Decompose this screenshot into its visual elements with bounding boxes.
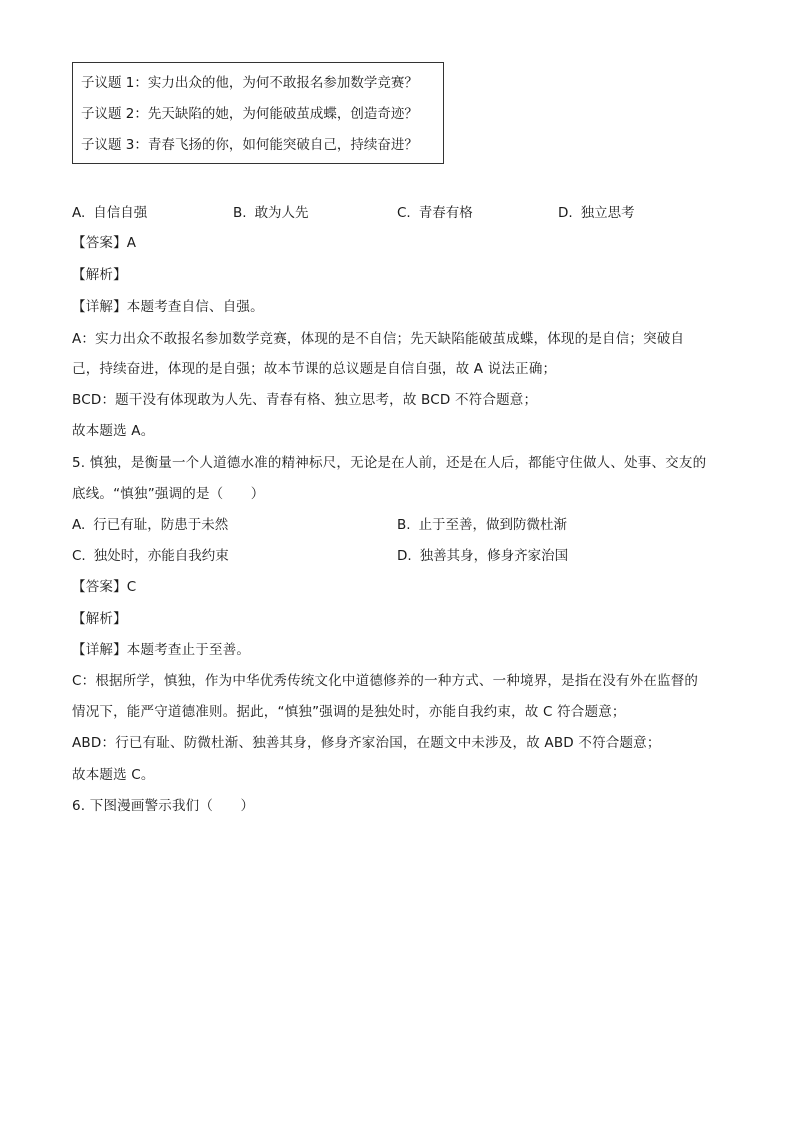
q5-analysis-line-1: C：根据所学，慎独，作为中华优秀传统文化中道德修养的一种方式、一种境界，是指在没有外在监督的 [72, 673, 699, 689]
sub-topic-1: 子议题 1：实力出众的他，为何不敢报名参加数学竞赛？ [81, 75, 418, 91]
q5-detail: 【详解】本题考查止于至善。 [72, 642, 251, 658]
q4-analysis-label: 【解析】 [72, 267, 127, 283]
sub-topics-box [72, 62, 444, 164]
q5-option-b-letter: B. [397, 517, 411, 533]
q5-stem-line-2: 底线。“慎独”强调的是（ ） [72, 486, 265, 502]
q5-option-c-text: 独处时，亦能自我约束 [93, 548, 229, 564]
q4-option-d-letter: D. [558, 205, 573, 221]
q4-option-a-letter: A. [72, 205, 86, 221]
q5-answer: 【答案】C [72, 579, 137, 595]
sub-topic-3: 子议题 3：青春飞扬的你，如何能突破自己，持续奋进？ [81, 137, 418, 153]
q4-detail: 【详解】本题考查自信、自强。 [72, 299, 264, 315]
q5-option-d-letter: D. [397, 548, 412, 564]
q5-option-b [397, 515, 567, 535]
sub-topic-2: 子议题 2：先天缺陷的她，为何能破茧成蝶，创造奇迹？ [81, 106, 418, 122]
q4-option-c-letter: C. [397, 205, 411, 221]
q5-option-a-letter: A. [72, 517, 86, 533]
q4-analysis-line-1: A：实力出众不敢报名参加数学竞赛，体现的是不自信；先天缺陷能破茧成蝶，体现的是自信；突破自 [72, 331, 685, 347]
q4-option-a-text: 自信自强 [93, 205, 148, 221]
q5-analysis-line-2: 情况下，能严守道德准则。据此，“慎独”强调的是独处时，亦能自我约束，故 C 符合题意； [72, 704, 626, 720]
q5-option-d [397, 546, 568, 566]
q4-analysis-line-2: 己，持续奋进，体现的是自强；故本节课的总议题是自信自强，故 A 说法正确； [72, 361, 557, 377]
q4-option-d [558, 203, 635, 223]
q6-stem: 6. 下图漫画警示我们（ ） [72, 798, 255, 814]
q5-analysis-label: 【解析】 [72, 611, 127, 627]
q5-option-c [72, 546, 229, 566]
q5-stem-line-1: 5. 慎独，是衡量一个人道德水准的精神标尺，无论是在人前，还是在人后，都能守住做人、处事、交友的 [72, 455, 707, 471]
q4-option-b-letter: B. [233, 205, 247, 221]
q5-option-b-text: 止于至善，做到防微杜渐 [418, 517, 568, 533]
q4-option-b [233, 203, 309, 223]
q4-conclusion: 故本题选 A。 [72, 423, 155, 439]
q5-option-a-text: 行已有耻，防患于未然 [93, 517, 229, 533]
q4-option-c [397, 203, 473, 223]
q4-answer: 【答案】A [72, 235, 137, 251]
q4-analysis-line-3: BCD：题干没有体现敢为人先、青春有格、独立思考，故 BCD 不符合题意； [72, 392, 538, 408]
q5-option-d-text: 独善其身，修身齐家治国 [419, 548, 569, 564]
q5-option-c-letter: C. [72, 548, 86, 564]
q4-option-c-text: 青春有格 [418, 205, 473, 221]
q4-option-b-text: 敢为人先 [254, 205, 309, 221]
q4-option-d-text: 独立思考 [580, 205, 635, 221]
q5-conclusion: 故本题选 C。 [72, 767, 155, 783]
q4-option-a [72, 203, 147, 223]
q5-analysis-line-3: ABD：行已有耻、防微杜渐、独善其身，修身齐家治国，在题文中未涉及，故 ABD 不符合题意； [72, 735, 661, 751]
q5-option-a [72, 515, 228, 535]
